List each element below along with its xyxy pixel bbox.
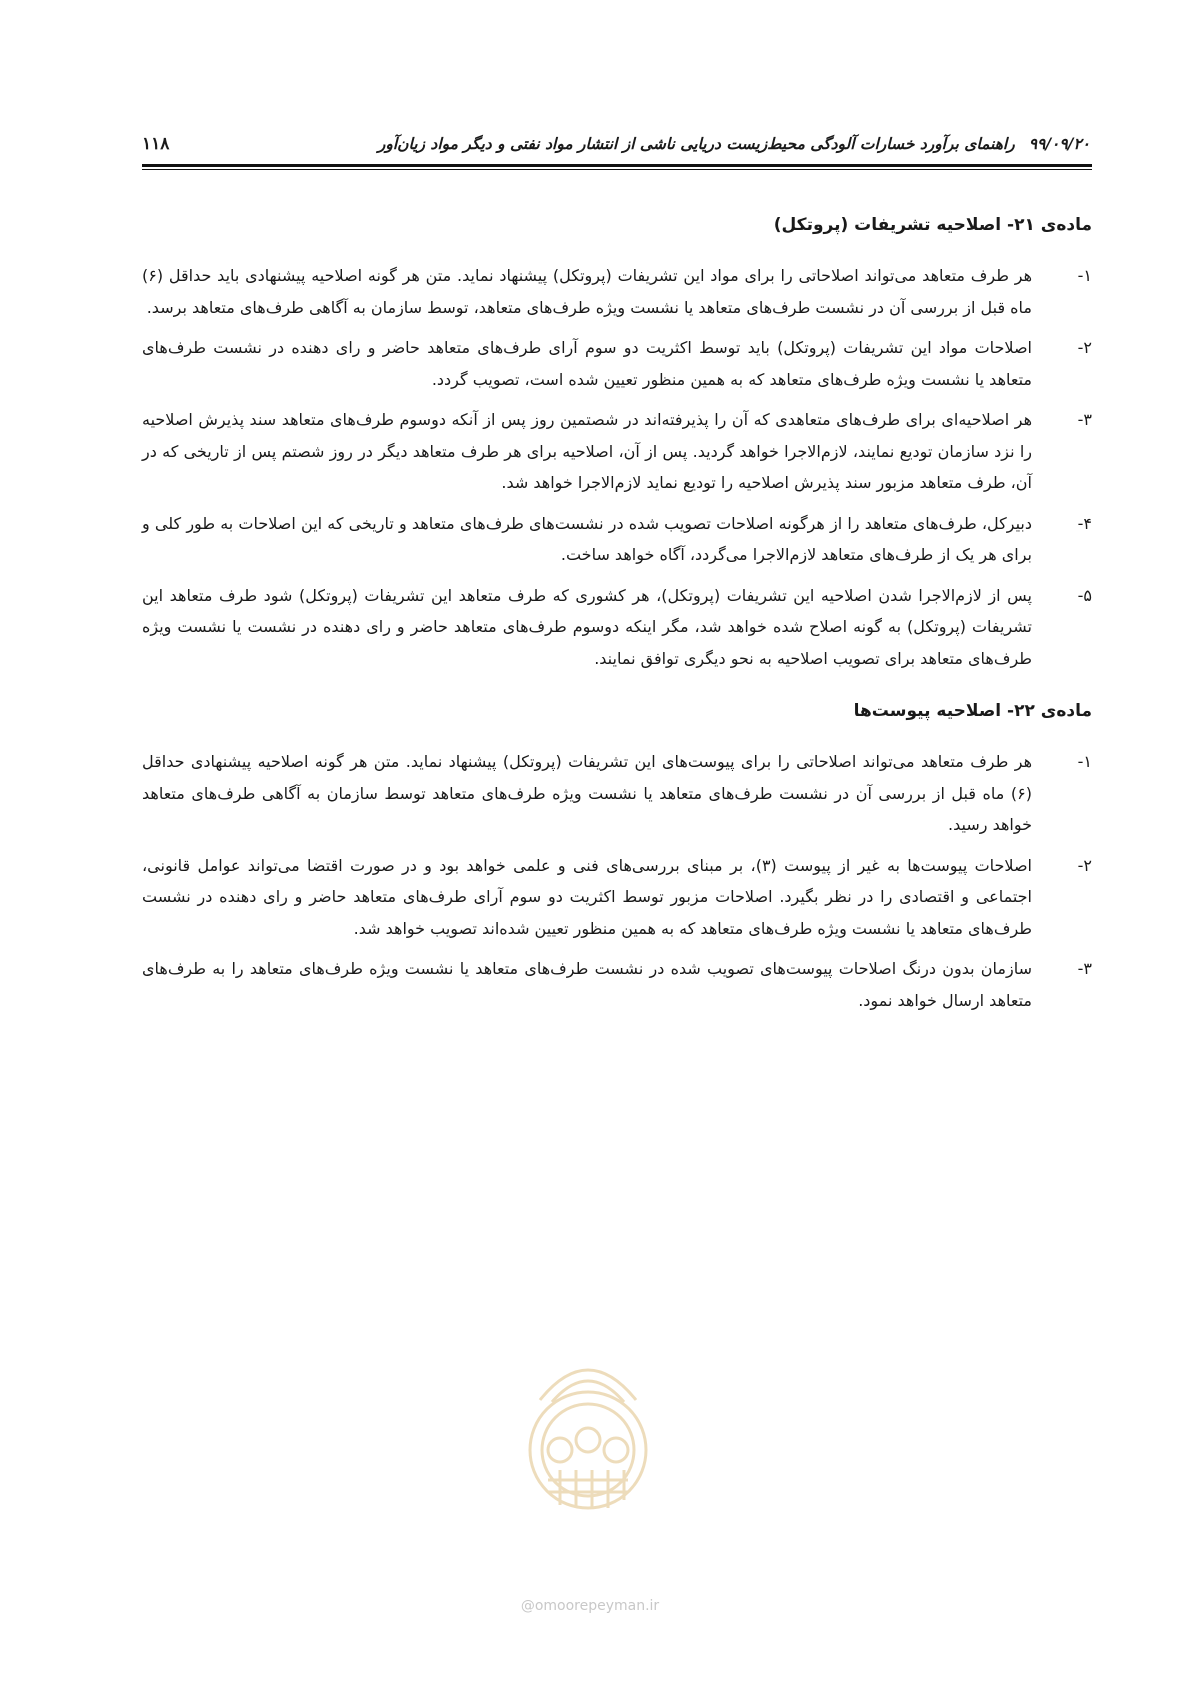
- header-title-line: [378, 134, 1090, 153]
- article-22-clause-1: [142, 746, 1092, 841]
- article-21-clause-5: [142, 580, 1092, 675]
- clause-number: ۲-: [1077, 338, 1092, 357]
- clause-text: هر طرف متعاهد می‌تواند اصلاحاتی را برای پیوست‌های این تشریفات (پروتکل) پیشنهاد نماید. متن هر گونه اصلاحیه پیشنهادی حداقل (۶) ماه قبل از بررسی آن در نشست طرف‌های متعاهد یا نشست ویژه طرف‌های متعاهد توسط سازمان به آگاهی طرف‌های متعاهد خواهد رسید.: [142, 752, 1032, 834]
- article-heading-21: ماده‌ی ۲۱- اصلاحیه تشریفات (پروتکل): [773, 215, 1092, 235]
- article-21-clause-1: [142, 260, 1092, 323]
- article-heading-22: ماده‌ی ۲۲- اصلاحیه پیوست‌ها: [853, 701, 1092, 721]
- clause-number: ۴-: [1077, 513, 1092, 533]
- clause-text: اصلاحات پیوست‌ها به غیر از پیوست (۳)، بر مبنای بررسی‌های فنی و علمی خواهد بود و در صورت اقتضا می‌تواند عوامل قانونی، اجتماعی و اقتصادی را در نظر بگیرد. اصلاحات مزبور توسط اکثریت دو سوم آرای طرف‌های متعاهد حاضر و رای دهنده در نشست طرف‌های متعاهد یا نشست ویژه طرف‌های متعاهد که به همین منظور تعیین شده‌اند تصویب خواهد شد.: [142, 855, 1033, 938]
- clause-text: هر طرف متعاهد می‌تواند اصلاحاتی را برای مواد این تشریفات (پروتکل) پیشنهاد نماید. متن هر گونه اصلاحیه پیشنهادی باید حداقل (۶) ماه قبل از بررسی آن در نشست طرف‌های متعاهد یا نشست ویژه طرف‌های متعاهد، توسط سازمان به آگاهی طرف‌های متعاهد برسد.: [142, 266, 1032, 317]
- document-body: [142, 210, 1092, 1025]
- article-22-clauses: [142, 746, 1092, 1016]
- header-rule: [142, 164, 1092, 167]
- clause-text: دبیرکل، طرف‌های متعاهد را از هرگونه اصلاحات تصویب شده در نشست‌های طرف‌های متعاهد و تاریخی که این اصلاحات به طور کلی و برای هر یک از طرف‌های متعاهد لازم‌الاجرا می‌گردد، آگاه خواهد ساخت.: [142, 513, 1032, 564]
- watermark-logo-icon: [500, 1330, 676, 1560]
- article-21-clauses: [142, 260, 1092, 674]
- clause-number: ۵-: [1077, 585, 1092, 605]
- clause-text: سازمان بدون درنگ اصلاحات پیوست‌های تصویب شده در نشست طرف‌های متعاهد یا نشست ویژه طرف‌های متعاهد را به طرف‌های متعاهد ارسال خواهد نمود.: [142, 959, 1032, 1010]
- running-header: [142, 128, 1090, 158]
- clause-number: ۱-: [1077, 752, 1092, 771]
- clause-text: هر اصلاحیه‌ای برای طرف‌های متعاهدی که آن را پذیرفته‌اند در شصتمین روز پس از آنکه دوسوم طرف‌های متعاهد سند پذیرش اصلاحیه را نزد سازمان تودیع نمایند، لازم‌الاجرا خواهد گردید. پس از آن، اصلاحیه برای هر طرف متعاهد دیگر در روز شصتم پس از تاریخی که در آن، طرف متعاهد مزبور سند پذیرش اصلاحیه را تودیع نماید لازم‌الاجرا خواهد شد.: [142, 410, 1032, 492]
- header-title: راهنمای برآورد خسارات آلودگی محیط‌زیست دریایی ناشی از انتشار مواد نفتی و دیگر مواد زیان‌آور: [377, 134, 1015, 153]
- clause-number: ۳-: [1077, 410, 1092, 429]
- clause-text: پس از لازم‌الاجرا شدن اصلاحیه این تشریفات (پروتکل)، هر کشوری که طرف متعاهد این تشریفات (پروتکل) شود طرف متعاهد این تشریفات (پروتکل) به گونه اصلاح شده خواهد شد، مگر اینکه دوسوم طرف‌های متعاهد حاضر و رای دهنده در نشست یا نشست ویژه طرف‌های متعاهد برای تصویب اصلاحیه به نحو دیگری توافق نمایند.: [142, 585, 1032, 668]
- clause-number: ۳-: [1077, 959, 1092, 978]
- article-22-clause-2: [142, 850, 1092, 945]
- watermark-url: @omoorepeyman.ir: [520, 1598, 660, 1614]
- clause-number: ۱-: [1077, 266, 1092, 285]
- header-rule-thin: [142, 169, 1092, 170]
- page-number: ۱۱۸: [142, 134, 170, 154]
- clause-number: ۲-: [1077, 855, 1092, 875]
- article-21-clause-2: [142, 332, 1092, 395]
- header-date: ۹۹/۰۹/۲۰: [1028, 134, 1090, 153]
- article-22-clause-3: [142, 953, 1092, 1016]
- article-21-clause-3: [142, 404, 1092, 499]
- article-21-clause-4: [142, 508, 1092, 571]
- clause-text: اصلاحات مواد این تشریفات (پروتکل) باید توسط اکثریت دو سوم آرای طرف‌های متعاهد حاضر و رای دهنده در نشست طرف‌های متعاهد یا نشست ویژه طرف‌های متعاهد که به همین منظور تعیین شده است، تصویب گردد.: [142, 338, 1032, 389]
